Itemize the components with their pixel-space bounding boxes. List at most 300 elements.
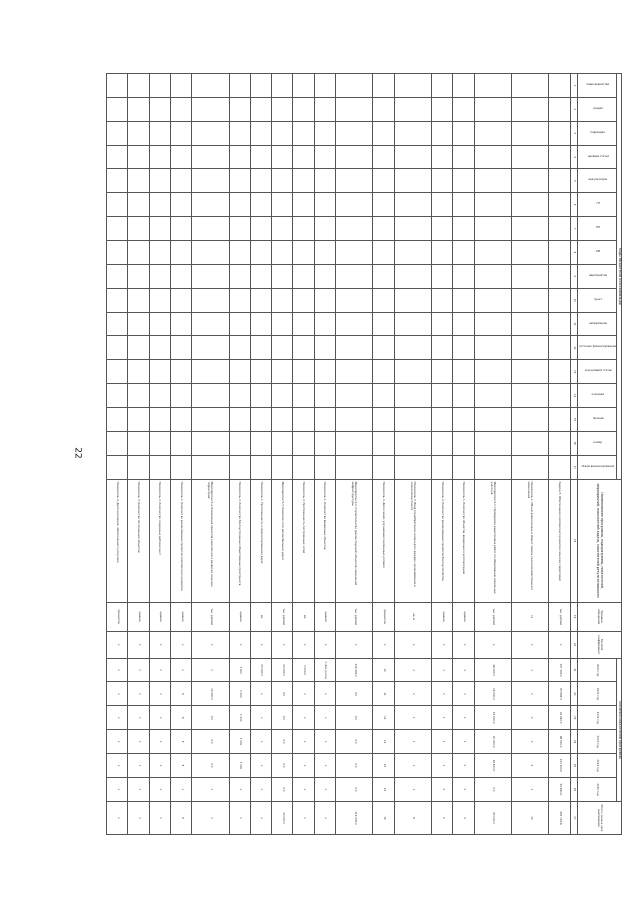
column-number: 25 <box>570 754 577 778</box>
row-unit: тыс. рублей <box>272 602 293 631</box>
code-cell <box>431 169 452 193</box>
code-cell <box>335 241 372 265</box>
row-value: 91 967,3 <box>549 706 570 730</box>
code-cell <box>335 336 372 360</box>
row-value: 18 000,0 <box>474 682 511 706</box>
row-unit: процентов <box>373 602 394 631</box>
row-value: х <box>192 658 229 682</box>
code-cell <box>549 193 570 217</box>
code-cell <box>431 121 452 145</box>
code-cell <box>474 312 511 336</box>
column-number: 18 <box>570 479 577 602</box>
code-cell <box>335 145 372 169</box>
code-cell <box>314 312 335 336</box>
code-cell <box>314 74 335 98</box>
code-cell <box>431 360 452 384</box>
code-cell <box>453 264 474 288</box>
row-value: х <box>170 658 191 682</box>
code-cell <box>128 217 149 241</box>
code-cell <box>229 336 250 360</box>
row-value: 1 000,0 <box>293 658 314 682</box>
code-cell <box>149 360 170 384</box>
row-value: х <box>250 730 271 754</box>
code-cell <box>511 169 548 193</box>
code-cell <box>549 336 570 360</box>
code-cell <box>170 408 191 432</box>
code-cell <box>453 97 474 121</box>
code-cell <box>272 455 293 479</box>
code-cell <box>192 121 229 145</box>
code-cell <box>314 455 335 479</box>
code-cell <box>250 312 271 336</box>
code-cell <box>170 74 191 98</box>
row-value: х <box>128 730 149 754</box>
row-unit: км <box>293 602 314 631</box>
code-cell <box>453 241 474 265</box>
row-value: х <box>149 706 170 730</box>
row-value: х <box>314 706 335 730</box>
code-cell <box>474 121 511 145</box>
code-cell <box>293 384 314 408</box>
row-total: 581 793,6 <box>549 802 570 835</box>
code-cell <box>250 121 271 145</box>
code-cell <box>314 431 335 455</box>
name-header: Наименование программы, подпрограммы, показателей, мероприятий, показателей задачи, показателей результативности <box>577 479 621 602</box>
code-cell <box>293 360 314 384</box>
code-cell <box>170 145 191 169</box>
row-unit: единиц <box>170 602 191 631</box>
code-cell <box>128 408 149 432</box>
code-cell <box>335 193 372 217</box>
code-cell <box>453 288 474 312</box>
code-cell <box>229 217 250 241</box>
code-header-4: целевая статья <box>577 145 617 169</box>
code-cell <box>128 97 149 121</box>
code-cell <box>373 288 394 312</box>
year-header-3: 2022 год <box>577 706 617 730</box>
row-value: х <box>128 754 149 778</box>
code-cell <box>293 74 314 98</box>
year-header-5: 2024 год <box>577 754 617 778</box>
column-number: 23 <box>570 706 577 730</box>
row-value: 0,0 <box>335 754 372 778</box>
code-cell <box>149 97 170 121</box>
code-cell <box>229 121 250 145</box>
code-cell <box>170 217 191 241</box>
code-cell <box>549 431 570 455</box>
code-cell <box>149 431 170 455</box>
column-number: 10 <box>570 288 577 312</box>
code-cell <box>229 241 250 265</box>
row-value: 1 000 <box>229 754 250 778</box>
code-cell <box>107 217 128 241</box>
row-value: 0,0 <box>192 706 229 730</box>
code-cell <box>394 241 431 265</box>
code-cell <box>431 217 452 241</box>
code-cell <box>335 312 372 336</box>
code-cell <box>192 217 229 241</box>
row-name: Показатель 1. Протяженность отремонтированных дорог <box>250 479 271 602</box>
row-value: 1 000 <box>229 706 250 730</box>
column-number: 20 <box>570 631 577 658</box>
code-cell <box>549 97 570 121</box>
row-unit: тыс. рублей <box>474 602 511 631</box>
row-value: х <box>314 754 335 778</box>
code-cell <box>453 169 474 193</box>
column-number: 9 <box>570 264 577 288</box>
row-total: 6 <box>394 802 431 835</box>
row-total: 15 <box>373 802 394 835</box>
code-cell <box>250 336 271 360</box>
code-cell <box>250 360 271 384</box>
code-cell <box>373 97 394 121</box>
year-header-4: 2023 год <box>577 730 617 754</box>
row-value: 2 <box>511 754 548 778</box>
code-cell <box>453 74 474 98</box>
row-value: 1 <box>431 658 452 682</box>
code-cell <box>128 169 149 193</box>
code-cell <box>431 145 452 169</box>
row-weight: х <box>107 631 128 658</box>
row-value: х <box>293 754 314 778</box>
code-cell <box>474 384 511 408</box>
code-cell <box>149 408 170 432</box>
row-value: 0,0 <box>335 777 372 801</box>
code-cell <box>149 169 170 193</box>
code-cell <box>107 169 128 193</box>
code-cell <box>511 455 548 479</box>
row-name: Мероприятие 5.3. Развитие сети автомобильных дорог <box>272 479 293 602</box>
code-cell <box>250 288 271 312</box>
code-header-16: номер <box>577 431 617 455</box>
code-cell <box>474 431 511 455</box>
row-value: 1 <box>394 730 431 754</box>
row-name: Мероприятие 5.4. Реализация проектов комплексного развития сельских территорий <box>192 479 229 602</box>
table-row <box>453 74 474 835</box>
code-cell <box>107 455 128 479</box>
code-cell <box>272 431 293 455</box>
code-cell <box>229 384 250 408</box>
code-cell <box>335 217 372 241</box>
rotated-table-container <box>106 73 622 835</box>
code-cell <box>170 288 191 312</box>
code-cell <box>149 384 170 408</box>
code-cell <box>511 408 548 432</box>
row-value: х <box>250 682 271 706</box>
code-cell <box>293 312 314 336</box>
row-value: 1 <box>453 682 474 706</box>
row-unit: тыс. рублей <box>335 602 372 631</box>
code-cell <box>128 455 149 479</box>
code-cell <box>293 264 314 288</box>
code-cell <box>474 360 511 384</box>
row-value: 1 000 <box>229 730 250 754</box>
code-cell <box>394 97 431 121</box>
codes-group-header: Коды бюджетной классификации <box>617 74 622 480</box>
row-value: 0 <box>453 777 474 801</box>
row-value: х <box>128 706 149 730</box>
code-cell <box>272 193 293 217</box>
row-value: 1 <box>511 777 548 801</box>
row-name: Показатель 2. Количество благоустроенных общественных пространств <box>229 479 250 602</box>
program-table <box>106 73 622 835</box>
code-cell <box>474 264 511 288</box>
code-cell <box>107 145 128 169</box>
row-value: 79 000,0 <box>192 682 229 706</box>
code-cell <box>272 288 293 312</box>
code-cell <box>229 74 250 98</box>
row-value: х <box>293 706 314 730</box>
row-weight: х <box>453 631 474 658</box>
code-cell <box>453 193 474 217</box>
code-cell <box>250 264 271 288</box>
code-cell <box>335 360 372 384</box>
column-number: 7 <box>570 217 577 241</box>
code-cell <box>149 74 170 98</box>
code-cell <box>373 431 394 455</box>
code-cell <box>314 336 335 360</box>
row-value: х <box>293 682 314 706</box>
row-value: 0,0 <box>335 730 372 754</box>
code-cell <box>431 288 452 312</box>
code-header-3: подраздел <box>577 121 617 145</box>
code-header-9: мероприятие <box>577 264 617 288</box>
row-unit: единиц <box>128 602 149 631</box>
row-value: 15 <box>373 754 394 778</box>
code-cell <box>250 97 271 121</box>
code-cell <box>272 264 293 288</box>
code-cell <box>170 264 191 288</box>
code-cell <box>431 336 452 360</box>
code-cell <box>474 288 511 312</box>
row-name: Показатель 3. Ввод (приобретение) жилья для граждан, проживающих в сельской местности <box>394 479 431 602</box>
code-cell <box>107 384 128 408</box>
row-total: х <box>250 802 271 835</box>
row-value: 8 <box>170 682 191 706</box>
code-cell <box>192 336 229 360</box>
code-header-7: ПП <box>577 217 617 241</box>
code-cell <box>431 312 452 336</box>
row-name: Показатель 4. Доля населения, обеспеченного услугами <box>107 479 128 602</box>
code-cell <box>394 121 431 145</box>
code-cell <box>511 97 548 121</box>
code-cell <box>272 169 293 193</box>
row-value: х <box>293 777 314 801</box>
row-unit: тыс. рублей <box>192 602 229 631</box>
row-name: Показатель 1. Объем вовлеченных в оборот земель сельскохозяйственного назначения <box>511 479 548 602</box>
code-cell <box>128 193 149 217</box>
code-cell <box>511 264 548 288</box>
code-cell <box>335 74 372 98</box>
row-value: 8 <box>170 754 191 778</box>
code-cell <box>149 455 170 479</box>
code-cell <box>474 145 511 169</box>
code-cell <box>314 121 335 145</box>
code-header-8: ОМ <box>577 241 617 265</box>
code-cell <box>474 241 511 265</box>
column-number: 16 <box>570 431 577 455</box>
code-cell <box>170 431 191 455</box>
code-cell <box>335 384 372 408</box>
row-weight: х <box>250 631 271 658</box>
code-cell <box>549 312 570 336</box>
code-cell <box>394 312 431 336</box>
row-total: х <box>314 802 335 835</box>
row-value: х <box>107 658 128 682</box>
code-cell <box>192 241 229 265</box>
code-cell <box>431 241 452 265</box>
code-cell <box>170 241 191 265</box>
code-cell <box>373 360 394 384</box>
row-total: х <box>293 802 314 835</box>
code-cell <box>431 193 452 217</box>
code-cell <box>474 408 511 432</box>
row-name: Показатель 3. Количество построенных объектов <box>128 479 149 602</box>
row-value: 0,0 <box>272 730 293 754</box>
code-cell <box>511 336 548 360</box>
code-cell <box>192 169 229 193</box>
row-value: 1 <box>511 658 548 682</box>
code-cell <box>474 455 511 479</box>
row-value: 0,0 <box>474 777 511 801</box>
row-name: Показатель 1. Количество введенных объектов <box>314 479 335 602</box>
code-cell <box>453 431 474 455</box>
code-cell <box>373 408 394 432</box>
code-cell <box>373 217 394 241</box>
row-weight: х <box>549 631 570 658</box>
code-cell <box>549 217 570 241</box>
column-number: 5 <box>570 169 577 193</box>
row-value: х <box>128 777 149 801</box>
code-cell <box>192 384 229 408</box>
code-cell <box>229 97 250 121</box>
row-value: х <box>107 730 128 754</box>
code-header-17: объем финансирования <box>577 455 617 479</box>
table-row <box>250 74 271 835</box>
total-header: Итого (за весь срок реализации) <box>577 802 621 835</box>
code-cell <box>394 455 431 479</box>
row-weight: х <box>431 631 452 658</box>
row-weight: х <box>149 631 170 658</box>
row-weight: х <box>394 631 431 658</box>
code-cell <box>229 169 250 193</box>
row-name: Мероприятие 5.1. Проведение кадастровых работ по образованию земельных участков <box>474 479 511 602</box>
code-cell <box>107 97 128 121</box>
code-cell <box>394 336 431 360</box>
code-cell <box>549 74 570 98</box>
code-cell <box>511 431 548 455</box>
code-header-6: ГП <box>577 193 617 217</box>
code-cell <box>128 312 149 336</box>
code-cell <box>511 384 548 408</box>
code-cell <box>431 97 452 121</box>
code-cell <box>293 193 314 217</box>
code-cell <box>107 408 128 432</box>
row-value: 12 <box>373 706 394 730</box>
code-cell <box>511 193 548 217</box>
row-weight: х <box>474 631 511 658</box>
code-cell <box>511 312 548 336</box>
year-header-2: 2021 год <box>577 682 617 706</box>
code-cell <box>474 169 511 193</box>
code-cell <box>511 360 548 384</box>
code-cell <box>229 193 250 217</box>
row-value: 157 305,0 <box>549 658 570 682</box>
code-cell <box>335 264 372 288</box>
code-cell <box>293 288 314 312</box>
code-cell <box>192 288 229 312</box>
table-row <box>335 74 372 835</box>
row-value: 1 <box>394 706 431 730</box>
table-row <box>272 74 293 835</box>
code-cell <box>549 264 570 288</box>
code-cell <box>431 431 452 455</box>
code-cell <box>192 145 229 169</box>
code-cell <box>192 312 229 336</box>
column-number: 27 <box>570 802 577 835</box>
page-number: 22 <box>72 447 83 459</box>
code-cell <box>250 431 271 455</box>
column-number: 22 <box>570 682 577 706</box>
code-cell <box>453 217 474 241</box>
code-cell <box>549 288 570 312</box>
code-cell <box>373 241 394 265</box>
code-cell <box>128 288 149 312</box>
code-cell <box>250 408 271 432</box>
code-cell <box>192 193 229 217</box>
code-cell <box>293 97 314 121</box>
row-weight: х <box>314 631 335 658</box>
row-value: 20 000,0 <box>474 730 511 754</box>
row-value: х <box>107 682 128 706</box>
row-unit: км <box>250 602 271 631</box>
code-cell <box>170 121 191 145</box>
row-value: х <box>107 706 128 730</box>
code-cell <box>314 264 335 288</box>
column-number: 4 <box>570 145 577 169</box>
code-cell <box>394 193 431 217</box>
row-value: 1 <box>431 682 452 706</box>
code-cell <box>474 217 511 241</box>
code-cell <box>170 312 191 336</box>
code-cell <box>335 169 372 193</box>
column-number: 1 <box>570 74 577 98</box>
row-name: Мероприятие 5.2. Строительство (реконструкция) объектов социальной инфраструктуры <box>335 479 372 602</box>
code-cell <box>314 217 335 241</box>
code-cell <box>128 121 149 145</box>
code-cell <box>293 145 314 169</box>
code-cell <box>170 97 191 121</box>
code-cell <box>453 145 474 169</box>
code-cell <box>250 145 271 169</box>
code-header-13: код целевой статьи <box>577 360 617 384</box>
code-cell <box>149 264 170 288</box>
code-cell <box>394 145 431 169</box>
code-cell <box>453 121 474 145</box>
row-value: х <box>149 682 170 706</box>
code-cell <box>107 431 128 455</box>
row-value: 19 500,0 <box>474 706 511 730</box>
column-number: 26 <box>570 777 577 801</box>
column-number: 13 <box>570 360 577 384</box>
row-value: 23 000,0 <box>250 658 271 682</box>
row-weight: х <box>272 631 293 658</box>
code-cell <box>453 384 474 408</box>
row-value: 59 460,0 <box>549 777 570 801</box>
row-value: 1 <box>431 706 452 730</box>
code-cell <box>272 360 293 384</box>
row-unit: га <box>511 602 548 631</box>
